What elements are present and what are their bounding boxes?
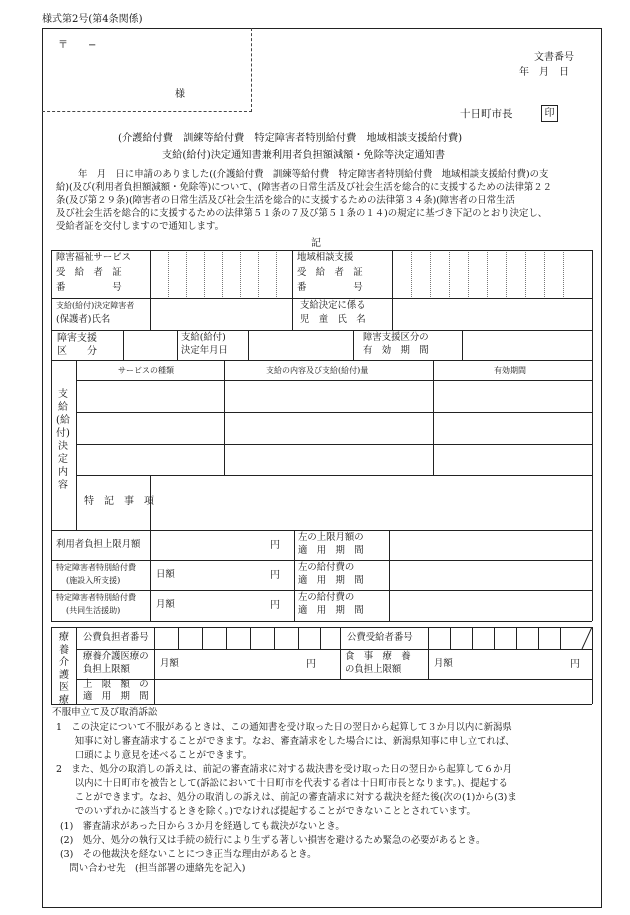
meal-limit-label: の負担上限額 [345, 664, 402, 675]
special-facility-label: 特定障害者特別給付費 [56, 563, 136, 572]
special-group-label: 特定障害者特別給付費 [56, 593, 136, 602]
guardian-label: (保護者)氏名 [56, 314, 111, 325]
decision-date-label: 決定年月日 [181, 345, 228, 356]
support-valid-label: 障害支援区分の [363, 332, 429, 343]
appeal-note-line: ことができます。なお、処分の取消しの訴えは、前記の審査請求に対する裁決を経た後(次の(1)から(3)ま [56, 792, 517, 803]
medical-care-label: 療養介護医療 [59, 632, 69, 706]
monthly-amount-label: 月額 [156, 599, 175, 610]
medical-limit-label: 負担上限額 [83, 664, 130, 675]
yen-unit: 円 [270, 540, 280, 551]
contact-line: 問い合わせ先 (担当部署の連絡先を記入) [60, 863, 246, 874]
decision-date-label: 支給(給付) [181, 332, 226, 343]
medical-period-label: 適 用 期 間 [83, 691, 149, 702]
community-cert-label: 番 号 [297, 282, 363, 293]
postal-code: 〒 − [58, 40, 97, 51]
community-cert-label: 受 給 者 証 [297, 267, 363, 278]
recipient-number-label: 公費受給者番号 [347, 632, 413, 643]
benefit-period-label: 適 用 期 間 [298, 575, 364, 586]
yen-unit: 円 [270, 600, 280, 611]
appeal-note-line: 2 また、処分の取消しの訴えは、前記の審査請求に対する裁決書を受け取った日の翌日から起算して６か月 [56, 764, 512, 775]
yen-unit: 円 [570, 659, 580, 670]
benefit-period-label: 適 用 期 間 [298, 605, 364, 616]
limit-period-label: 適 用 期 間 [298, 545, 364, 556]
decision-content-label: 支給(給付)決定内容 [56, 389, 70, 491]
form-number: 様式第2号(第4条関係) [42, 14, 143, 25]
col-amount: 支給の内容及び支給(給付)量 [266, 366, 369, 375]
welfare-cert-label: 番 号 [56, 282, 122, 293]
monthly-amount-label: 月額 [434, 658, 453, 669]
appeal-note-line: 1 この決定について不服があるときは、この通知書を受け取った日の翌日から起算して３か月以内に新潟県 [56, 722, 512, 733]
benefit-period-label: 左の給付費の [298, 592, 355, 603]
appeal-note-line: 以内に十日町市を被告として(訴訟において十日町市を代表する者は十日町市長となります。)、提起する [56, 778, 508, 789]
seal-icon: 印 [541, 105, 558, 122]
slash-mark-icon [570, 627, 592, 649]
date-line: 年 月 日 [519, 67, 569, 78]
welfare-cert-label: 障害福祉サービス [56, 252, 132, 263]
welfare-cert-label: 受 給 者 証 [56, 267, 122, 278]
col-service-type: サービスの種類 [118, 366, 174, 375]
appeal-heading: 不服申立て及び取消訴訟 [52, 707, 158, 718]
appeal-note-line: 知事に対し審査請求することができます。なお、審査請求をした場合には、新潟県知事に申し立てれば、 [56, 736, 515, 747]
intro-line: 年 月 日に申請のありました((介護給付費 訓練等給付費 特定障害者特別給付費 地域相談支援給付費)の支 [78, 169, 549, 180]
monthly-amount-label: 月額 [160, 658, 179, 669]
community-cert-label: 地域相談支援 [297, 252, 354, 263]
meal-limit-label: 食 事 療 養 [345, 651, 411, 662]
benefit-period-label: 左の給付費の [298, 562, 355, 573]
yen-unit: 円 [306, 659, 316, 670]
special-facility-label: (施設入所支援) [66, 576, 121, 585]
intro-line: 条(及び第２９条)(障害者の日常生活及び社会生活を総合的に支援するための法律第３４条)(障害者の日常生活 [56, 195, 515, 206]
issuer-name: 十日町市長 [460, 108, 513, 120]
limit-period-label: 左の上限月額の [298, 532, 364, 543]
addressee-honorific: 様 [175, 89, 185, 100]
appeal-note-line: (3) その他裁決を経ないことにつき正当な理由があるとき。 [60, 849, 317, 860]
guardian-label: 支給(給付)決定障害者 [56, 301, 135, 310]
title-line-2: 支給(給付)決定通知書兼利用者負担額減額・免除等決定通知書 [162, 150, 446, 161]
yen-unit: 円 [270, 570, 280, 581]
appeal-note-line: (1) 審査請求があった日から３か月を経過しても裁決がないとき。 [60, 821, 345, 832]
payer-number-label: 公費負担者番号 [83, 632, 149, 643]
support-category-label: 区 分 [57, 346, 97, 357]
appeal-note-line: (2) 処分、処分の執行又は手続の続行により生ずる著しい損害を避けるため緊急の必要があるとき。 [60, 835, 486, 846]
support-valid-label: 有 効 期 間 [363, 345, 429, 356]
appeal-note-line: でのいずれかに該当するときを除く。)でなければ提起することができないこととされています。 [56, 806, 476, 817]
appeal-note-line: 口頭により意見を述べることができます。 [56, 750, 253, 761]
medical-period-label: 上 限 額 の [83, 679, 149, 690]
col-valid-period: 有効期間 [494, 366, 526, 375]
medical-limit-label: 療養介護医療の [83, 651, 149, 662]
special-group-label: (共同生活援助) [66, 606, 121, 615]
intro-line: 及び社会生活を総合的に支援するための法律第５１条の７及び第５１条の１４)の規定に基づき下記のとおり決定し、 [56, 208, 548, 219]
intro-line: 受給者証を交付しますので通知します。 [56, 221, 225, 232]
special-notes-label: 特 記 事 項 [84, 496, 154, 507]
child-name-label: 児 童 氏 名 [300, 314, 366, 325]
support-category-label: 障害支援 [57, 333, 97, 344]
ki-heading: 記 [311, 238, 321, 249]
daily-amount-label: 日額 [156, 569, 175, 580]
user-limit-label: 利用者負担上限月額 [56, 539, 141, 550]
title-line-1: (介護給付費 訓練等給付費 特定障害者特別給付費 地域相談支援給付費) [118, 133, 463, 144]
doc-number: 文書番号 [534, 52, 574, 63]
intro-line: 給)(及び(利用者負担額減額・免除等)について、(障害者の日常生活及び社会生活を総合的に支援するための法律第２２ [56, 182, 553, 193]
child-name-label: 支給決定に係る [300, 300, 366, 311]
